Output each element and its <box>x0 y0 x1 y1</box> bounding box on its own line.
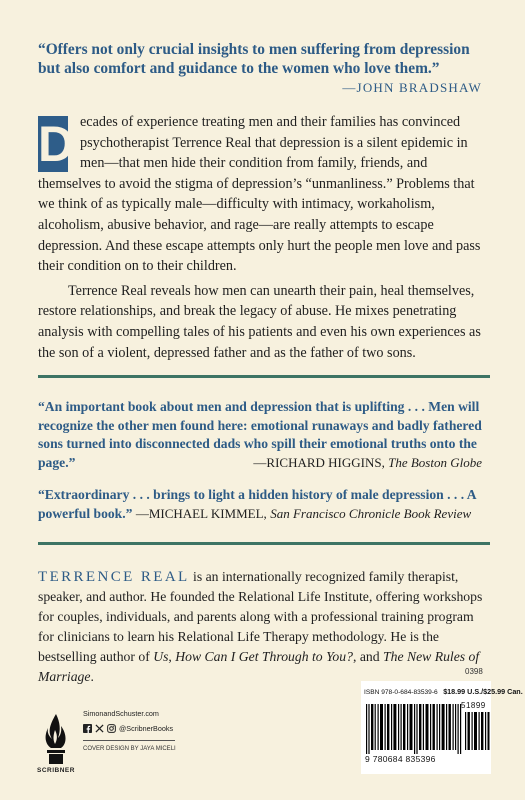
print-code: 0398 <box>465 667 483 676</box>
description-paragraph-2: Terrence Real reveals how men can unearth their pain, heal themselves, restore relationships, and break the legacy of abuse. He mixes penetrating analysis with compelling tales of his patients and even his own experiences as the son of a violent, depressed father and as the father of two sons. <box>38 282 481 361</box>
author-bio-text: is an internationally recognized family therapist, speaker, and author. He founded the Relational Life Institute, offering workshops for couples, individuals, and parents along with a professional training program for clinicians to learn his Relational Life Therapy methodology. He is the bestselling author of <box>38 569 483 664</box>
isbn-label: ISBN 978-0-684-83539-6 <box>364 689 438 696</box>
separator-1: , <box>168 649 172 664</box>
praise-2-attribution-name: —MICHAEL KIMMEL, <box>135 505 267 521</box>
top-blurb-quote: “Offers not only crucial insights to men suffering from depression but also comfort and guidance to the women who love them.” <box>38 41 470 77</box>
author-bio <box>38 567 490 687</box>
bio-end: . <box>90 669 94 684</box>
author-name: TERRENCE REAL <box>38 569 190 585</box>
credit-divider <box>83 740 175 741</box>
description-paragraph-1 <box>38 112 490 277</box>
barcode-digits: 9 780684 835396 <box>365 754 436 764</box>
paragraph-1-text: ecades of experience treating men and their families has convinced psychotherapist Terrence Real that depression is a silent epidemic in men—that men hide their condition from family, friends, and themselves to avoid the stigma of depression’s “unmanliness.” Problems that we think of as typically male—difficulty with intimacy, workaholism, alcoholism, abusive behavior, and rage—are really attempts to escape depression. And these escape attempts only hurt the people men love and pass their condition on to their children. <box>38 114 481 275</box>
publisher-name: SCRIBNER <box>37 767 75 774</box>
drop-cap: D <box>38 116 75 172</box>
separator-2: , and <box>352 649 380 664</box>
facebook-icon <box>83 724 92 733</box>
barcode-addon-code: 51899 <box>461 701 486 710</box>
section-divider-bottom <box>38 542 490 545</box>
book-title-new-rules: The New Rules of Marriage <box>38 649 480 684</box>
book-description <box>38 112 490 363</box>
isbn-price-line <box>364 687 523 696</box>
praise-2-body: “Extraordinary . . . brings to light a hidden history of male depression . . . A powerful book.” <box>38 487 476 521</box>
social-links <box>83 724 173 733</box>
publisher-website: SimonandSchuster.com <box>83 709 159 718</box>
social-handle: @ScribnerBooks <box>119 724 174 733</box>
price-label: $18.99 U.S./$25.99 Can. <box>443 687 523 696</box>
barcode-icon <box>366 704 490 754</box>
praise-2-text <box>38 486 490 523</box>
cover-design-credit: COVER DESIGN BY JAYA MICELI <box>83 746 176 752</box>
top-blurb-attribution: —JOHN BRADSHAW <box>342 80 482 95</box>
praise-1-attribution-source: The Boston Globe <box>388 455 482 470</box>
book-title-us: Us <box>153 649 169 664</box>
scribner-logo-icon <box>41 712 71 766</box>
praise-quote-2 <box>38 486 490 523</box>
praise-1-attribution-name: —RICHARD HIGGINS, <box>253 455 385 470</box>
praise-2-attribution-source: San Francisco Chronicle Book Review <box>270 505 472 521</box>
praise-1-attribution <box>200 455 482 471</box>
book-title-how-can-i: How Can I Get Through to You? <box>175 649 353 664</box>
praise-1-text: “An important book about men and depression that is uplifting . . . Men will recognize the other men found here: emotional runaways and badly fathered sons turned into disconnected dads who spill their emotional truths onto the page.” <box>38 399 482 470</box>
x-icon <box>95 724 104 733</box>
instagram-icon <box>107 724 116 733</box>
section-divider-top <box>38 375 490 378</box>
